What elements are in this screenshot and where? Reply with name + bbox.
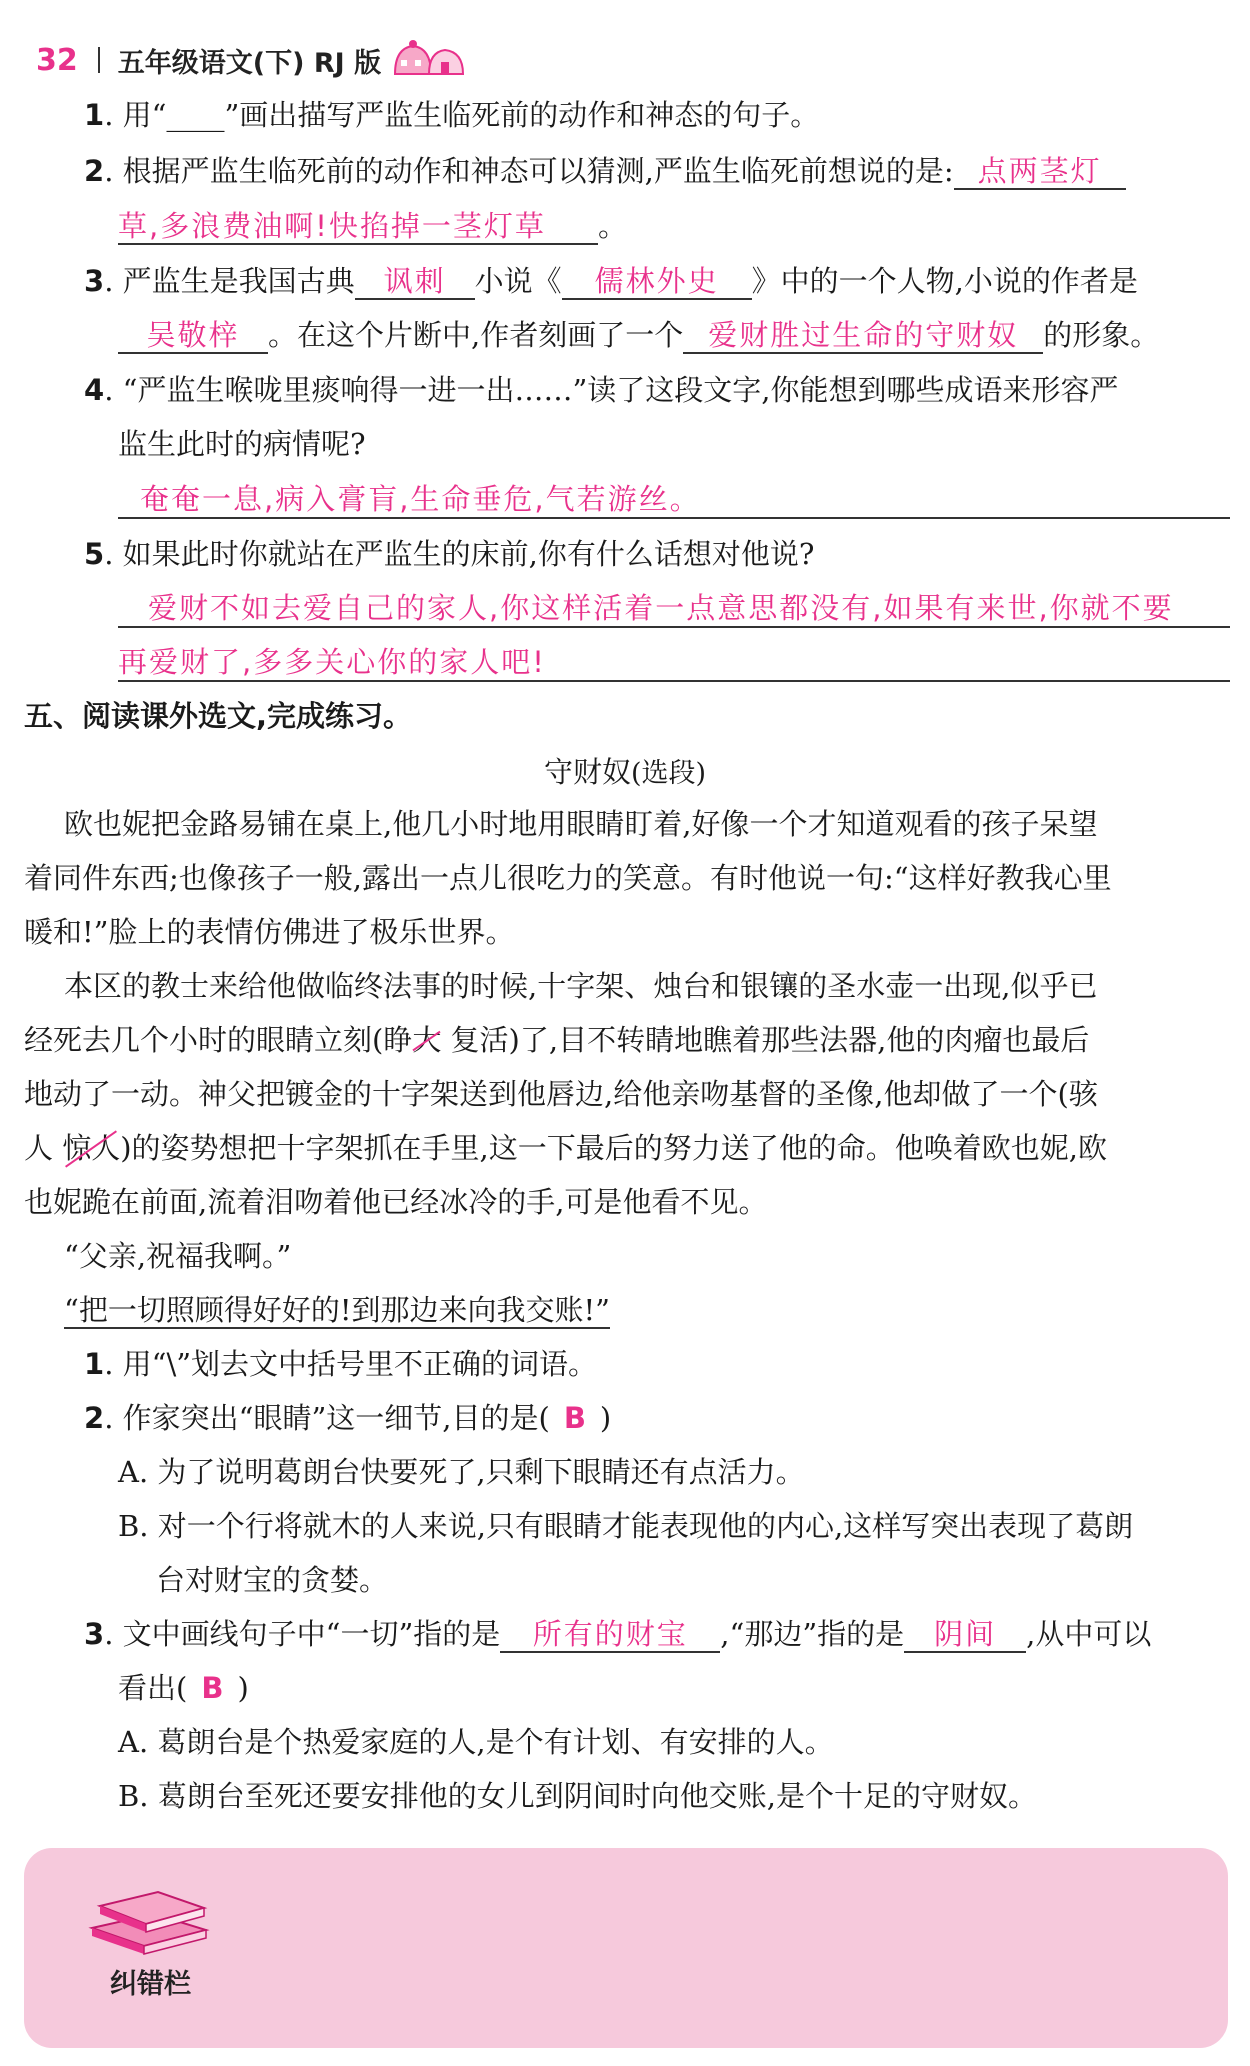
answer-line [118,517,1230,519]
answer-blank: 阴间 [904,1617,1026,1653]
passage-line: 经死去几个小时的眼睛立刻(睁大 复活)了,目不转睛地瞧着那些法器,他的肉瘤也最后 [24,1023,1090,1057]
passage-line: 着同件东西;也像孩子一般,露出一点儿很吃力的笑意。有时他说一句:“这样好教我心里 [24,861,1112,895]
exercise-3: 3. 文中画线句子中“一切”指的是 所有的财宝 ,“那边”指的是 阴间 ,从中可以 [84,1617,1152,1651]
answer-blank: 草,多浪费油啊!快掐掉一茎灯草 [118,209,598,245]
question-5: 5. 如果此时你就站在严监生的床前,你有什么话想对他说? [84,537,815,571]
option-b: B. 对一个行将就木的人来说,只有眼睛才能表现他的内心,这样写突出表现了葛朗 [118,1509,1134,1543]
question-5-answer-cont: 再爱财了,多多关心你的家人吧! [118,645,546,679]
question-2-cont: 草,多浪费油啊!快掐掉一茎灯草 。 [118,209,628,243]
passage-line: 也妮跪在前面,流着泪吻着他已经冰冷的手,可是他看不见。 [24,1185,768,1219]
choice-answer: B [201,1671,224,1705]
page-header [36,30,467,90]
section-heading: 五、阅读课外选文,完成练习。 [24,699,413,733]
question-3-cont: 吴敬梓 。在这个片断中,作者刻画了一个 爱财胜过生命的守财奴 的形象。 [118,315,1159,355]
answer-blank: 讽刺 [355,264,475,300]
question-3: 3. 严监生是我国古典 讽刺 小说《 儒林外史 》中的一个人物,小说的作者是 [84,264,1138,298]
correction-label: 纠错栏 [110,1969,191,2000]
house-logo-icon [391,38,467,82]
books-icon [84,1880,214,1964]
passage-line: 人 惊人)的姿势想把十字架抓在手里,这一下最后的努力送了他的命。他唤着欧也妮,欧 [24,1131,1107,1165]
answer-blank: 所有的财宝 [500,1617,720,1653]
option-a: A. 葛朗台是个热爱家庭的人,是个有计划、有安排的人。 [118,1725,834,1759]
answer-blank: 吴敬梓 [118,318,268,354]
passage-title: 守财奴(选段) [543,755,707,789]
question-4: 4. “严监生喉咙里痰响得一进一出……”读了这段文字,你能想到哪些成语来形容严 [84,373,1119,407]
option-a: A. 为了说明葛朗台快要死了,只剩下眼睛还有点活力。 [118,1455,805,1489]
header-divider [98,47,100,73]
crossed-word: 惊人 [62,1131,121,1165]
passage-line: 地动了一动。神父把镀金的十字架送到他唇边,给他亲吻基督的圣像,他却做了一个(骇 [24,1077,1098,1111]
answer-blank: 爱财胜过生命的守财奴 [683,318,1043,354]
passage-line: 欧也妮把金路易铺在桌上,他几小时地用眼睛盯着,好像一个才知道观看的孩子呆望 [64,807,1098,841]
question-1: 1. 用“____”画出描写严监生临死前的动作和神态的句子。 [84,98,820,132]
question-4-answer: 奄奄一息,病入膏肓,生命垂危,气若游丝。 [140,482,701,516]
option-b-cont: 台对财宝的贪婪。 [156,1563,389,1597]
passage-line: 本区的教士来给他做临终法事的时候,十字架、烛台和银镶的圣水壶一出现,似乎已 [64,969,1098,1003]
passage-line: “父亲,祝福我啊。” [64,1239,292,1273]
question-5-answer: 爱财不如去爱自己的家人,你这样活着一点意思都没有,如果有来世,你就不要 [148,591,1174,625]
exercise-3-cont: 看出( B ) [118,1671,249,1705]
option-b: B. 葛朗台至死还要安排他的女儿到阴间时向他交账,是个十足的守财奴。 [118,1779,1037,1813]
question-2: 2. 根据严监生临死前的动作和神态可以猜测,严监生临死前想说的是: 点两茎灯 [84,151,1126,191]
underlined-sentence: “把一切照顾得好好的!到那边来向我交账!” [64,1293,610,1327]
exercise-2: 2. 作家突出“眼睛”这一细节,目的是( B ) [84,1401,612,1435]
question-4-cont: 监生此时的病情呢? [118,427,366,461]
answer-blank: 点两茎灯 [954,154,1126,190]
exercise-1: 1. 用“\”划去文中括号里不正确的词语。 [84,1347,598,1381]
choice-answer: B [563,1401,586,1435]
answer-blank: 儒林外史 [562,264,752,300]
book-title: 五年级语文(下) RJ 版 [117,47,382,79]
answer-line [118,626,1230,628]
page-number: 32 [36,42,78,78]
answer-line [118,680,1230,682]
crossed-word: 大 [412,1023,442,1057]
passage-line: 暖和!”脸上的表情仿佛进了极乐世界。 [24,915,515,949]
